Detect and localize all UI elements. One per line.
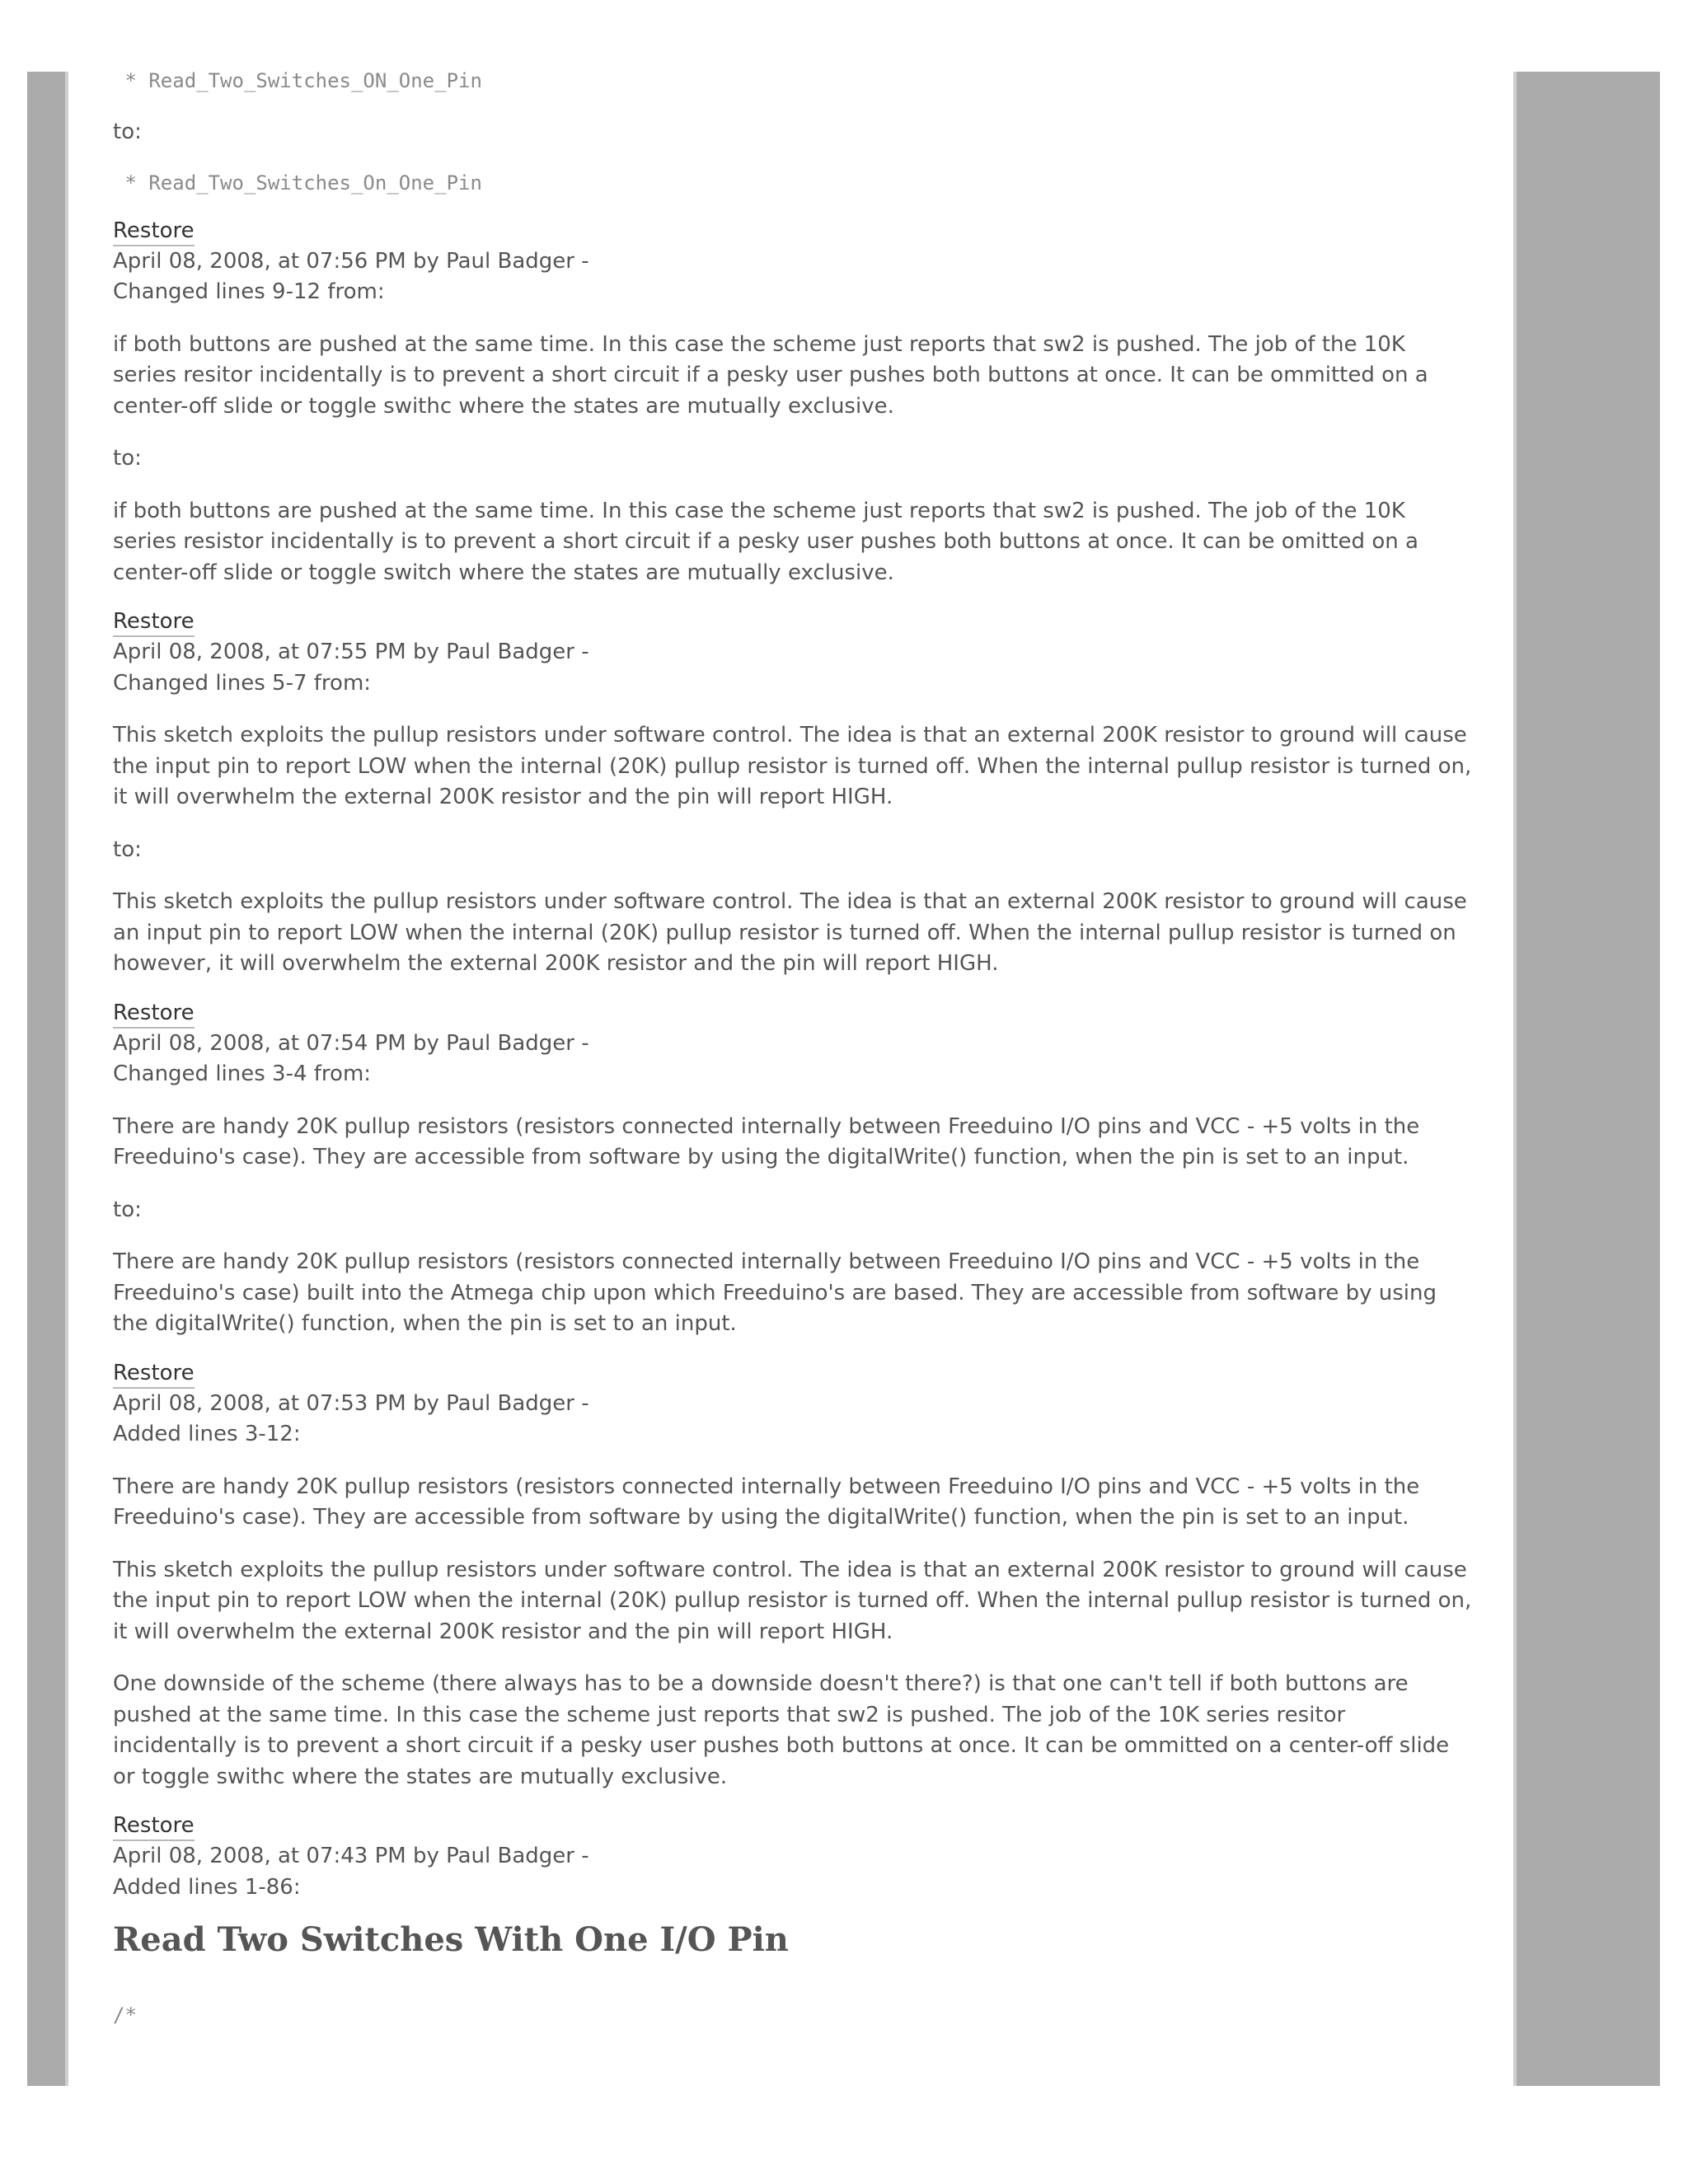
diff-from-text: if both buttons are pushed at the same time. In this case the scheme just reports that sw2 is pushed. The job of the 10K series resitor incidentally is to prevent a short circuit if a pesky user pushes both buttons at once. It can be ommitted on a center-off slide or toggle swithc where the states are mutually exclusive. [113,331,1428,419]
code-line-from: * Read_Two_Switches_ON_One_Pin [113,69,482,92]
revision-entry [113,1000,1473,1340]
diff-to-text: This sketch exploits the pullup resistors under software control. The idea is that an external 200K resistor to ground will cause an input pin to report LOW when the internal (20K) pullup resistor is turned off. When the internal pullup resistor is turned on however, it will overwhelm the external 200K resistor and the pin will report HIGH. [113,889,1467,976]
revision-meta: April 08, 2008, at 07:56 PM by Paul Badger - [113,248,589,274]
restore-link[interactable]: Restore [113,1000,195,1029]
revision-meta: April 08, 2008, at 07:53 PM by Paul Badger - [113,1390,589,1416]
diff-from-text: This sketch exploits the pullup resistors under software control. The idea is that an external 200K resistor to ground will cause the input pin to report LOW when the internal (20K) pullup resistor is turned off. When the internal pullup resistor is turned on, it will overwhelm the external 200K resistor and the pin will report HIGH. [113,723,1472,809]
restore-link[interactable]: Restore [113,608,195,637]
page-history-content [113,66,1473,2030]
to-label: to: [113,837,142,862]
revision-entry [113,218,1473,589]
section-heading: Read Two Switches With One I/O Pin [113,1920,789,1959]
revision-meta: April 08, 2008, at 07:43 PM by Paul Badger - [113,1844,589,1868]
revision-meta: April 08, 2008, at 07:55 PM by Paul Badger - [113,640,589,664]
change-summary: Added lines 3-12: [113,1422,301,1446]
change-summary: Changed lines 5-7 from: [113,670,372,696]
diff-to-text: There are handy 20K pullup resistors (resistors connected internally between Freeduino I/O pins and VCC - +5 volts in the Freeduino's case) built into the Atmega chip upon which Freeduino's are based. They are accessible from software by using the digitalWrite() function, when the pin is set to an input. [113,1249,1437,1336]
revision-meta: April 08, 2008, at 07:54 PM by Paul Badger - [113,1030,589,1056]
revision-entry [113,1812,1473,2030]
diff-from-text: There are handy 20K pullup resistors (resistors connected internally between Freeduino I/O pins and VCC - +5 volts in the Freeduino's case). They are accessible from software by using the digitalWrite() function, when the pin is set to an input. [113,1113,1420,1169]
right-margin-bar [1513,72,1660,2086]
to-label: to: [113,1197,142,1222]
to-label: to: [113,120,142,144]
code-line-to: * Read_Two_Switches_On_One_Pin [113,171,482,194]
added-paragraph: One downside of the scheme (there always has to be a downside doesn't there?) is that one can't tell if both buttons are pushed at the same time. In this case the scheme just reports that sw2 is pushed. The job of the 10K series resitor incidentally is to prevent a short circuit if a pesky user pushes both buttons at once. It can be ommitted on a center-off slide or toggle swithc where the states are mutually exclusive. [113,1671,1450,1789]
change-summary: Added lines 1-86: [113,1874,301,1900]
revision-entry [113,608,1473,980]
change-summary: Changed lines 9-12 from: [113,279,385,304]
left-margin-bar [27,72,68,2086]
diff-to-text: if both buttons are pushed at the same time. In this case the scheme just reports that sw2 is pushed. The job of the 10K series resistor incidentally is to prevent a short circuit if a pesky user pushes both buttons at once. It can be omitted on a center-off slide or toggle switch where the states are mutually exclusive. [113,498,1418,585]
revision-entry [113,1360,1473,1793]
to-label: to: [113,446,142,471]
added-paragraph: This sketch exploits the pullup resistors under software control. The idea is that an external 200K resistor to ground will cause the input pin to report LOW when the internal (20K) pullup resistor is turned off. When the internal pullup resistor is turned on, it will overwhelm the external 200K resistor and the pin will report HIGH. [113,1557,1472,1644]
restore-link[interactable]: Restore [113,218,195,246]
change-summary: Changed lines 3-4 from: [113,1062,372,1086]
restore-link[interactable]: Restore [113,1812,195,1841]
code-line: /* [113,2004,137,2027]
restore-link[interactable]: Restore [113,1360,195,1389]
added-paragraph: There are handy 20K pullup resistors (resistors connected internally between Freeduino I/O pins and VCC - +5 volts in the Freeduino's case). They are accessible from software by using the digitalWrite() function, when the pin is set to an input. [113,1474,1420,1530]
